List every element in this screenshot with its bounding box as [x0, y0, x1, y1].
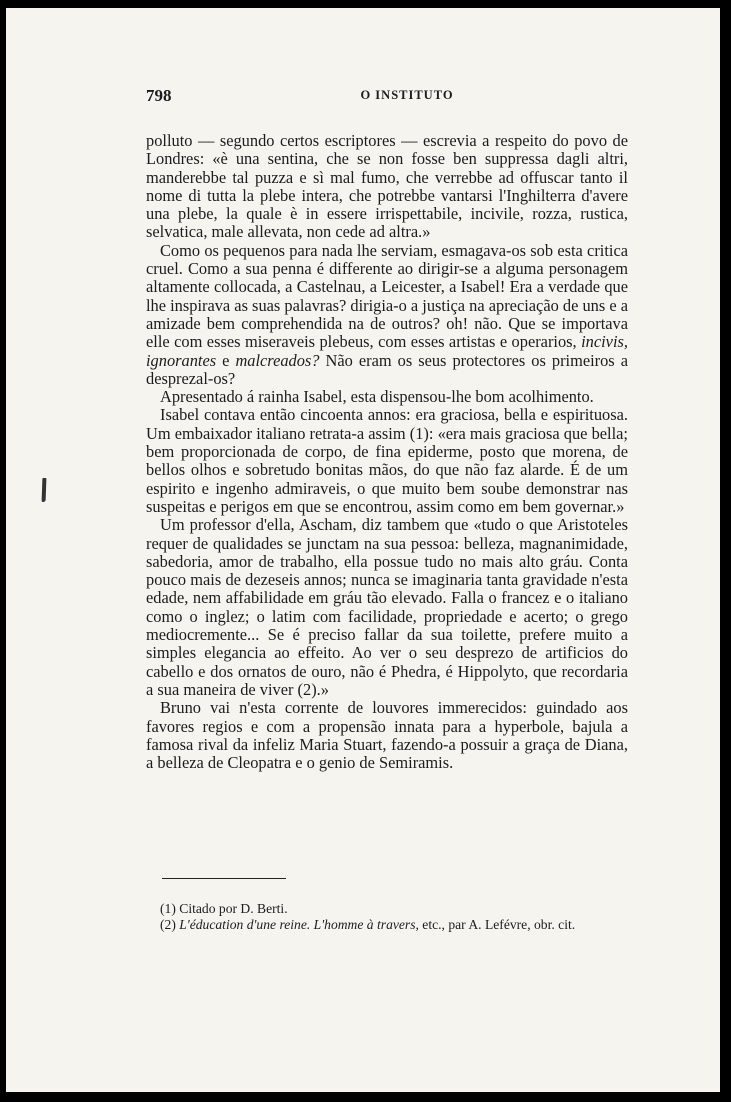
paragraph-2-end: Não eram os seus protectores os primeiros a desprezal-os? [146, 350, 628, 388]
body-text [146, 132, 628, 772]
footnote-1: (1) Citado por D. Berti. [160, 901, 288, 916]
paragraph-6: Bruno vai n'esta corrente de louvores immerecidos: guindado aos favores regios e com a propensão innata para a hyperbole, bajula a famosa rival da infeliz Maria Stuart, fazendo-a possuir a graça de Diana, a belleza de Cleopatra e o genio de Semiramis. [146, 698, 628, 773]
footnotes [146, 901, 628, 933]
paragraph-2-italic: incivis, ignorantes [146, 332, 628, 370]
paragraph-1: polluto — segundo certos escriptores — escrevia a respeito do povo de Londres: «è una sentina, che se non fosse ben suppressa dagli altri, manderebbe tal puzza e sì mal fumo, che verrebbe ad offuscar tanto il nome di tutta la plebe intera, che potrebbe vantarsi l'Inghilterra d'avere una plebe, la quale è in essere irrispettabile, incivile, rozza, rustica, selvatica, male allevata, non cede ad altra.» [146, 131, 628, 242]
paragraph-2-mid: e [216, 350, 236, 370]
footnote-2-prefix: (2) [160, 917, 180, 932]
paragraph-4: Isabel contava então cincoenta annos: era graciosa, bella e espirituosa. Um embaixador italiano retrata-a assim (1): «era mais graciosa que bella; bem proporcionada de corpo, de fina epiderme, posto que morena, de bellos olhos e sobretudo bonitas mãos, do que não faz alarde. É de um espirito e ingenho admiraveis, o que muito bem soube demonstrar nas suspeitas e perigos em que se encontrou, assim como em bem governar.» [146, 405, 628, 516]
paragraph-2 [146, 242, 628, 388]
running-title: O INSTITUTO [360, 88, 454, 102]
footnote-2 [146, 917, 628, 933]
footnote-2-title: L'éducation d'une reine. L'homme à travers, [179, 917, 419, 932]
page-header [146, 86, 628, 112]
paragraph-5: Um professor d'ella, Ascham, diz tambem que «tudo o que Aristoteles requer de qualidades se junctam na sua pessoa: belleza, magnanimidade, sabedoria, amor de trabalho, ella possue tudo no mais alto gráu. Conta pouco mais de dezeseis annos; nunca se imaginaria tanta gravidade n'esta edade, nem affabilidade em gráu tão elevado. Falla o francez e o italiano como o inglez; o latim com facilidade, propriedade e acerto; o grego mediocremente... Se é preciso fallar da sua toilette, prefere muito a simples elegancia ao effeito. Ao ver o seu desprezo de artificios do cabello e dos ornatos de ouro, não é Phedra, é Hippolyto, que recordaria a sua maneira de viver (2).» [146, 515, 628, 699]
paragraph-2-italic-2: malcreados? [235, 350, 320, 370]
paragraph-3: Apresentado á rainha Isabel, esta dispensou-lhe bom acolhimento. [160, 387, 594, 407]
paragraph-2-text: Como os pequenos para nada lhe serviam, esmagava-os sob esta critica cruel. Como a sua penna é differente ao dirigir-se a alguma personagem altamente collocada, a Castelnau, a Leicester, a Isabel! Era a verdade que lhe inspirava as suas palavras? dirigia-o a justiça na apreciação de uns e a amizade bem comprehendida na de outros? oh! não. Que se importava elle com esses miseraveis plebeus, com esses artistas e operarios, [146, 240, 628, 352]
ink-mark [42, 478, 47, 502]
footnote-rule [162, 878, 286, 879]
page-number: 798 [146, 86, 172, 105]
footnote-2-rest: etc., par A. Lefévre, obr. cit. [418, 917, 576, 932]
